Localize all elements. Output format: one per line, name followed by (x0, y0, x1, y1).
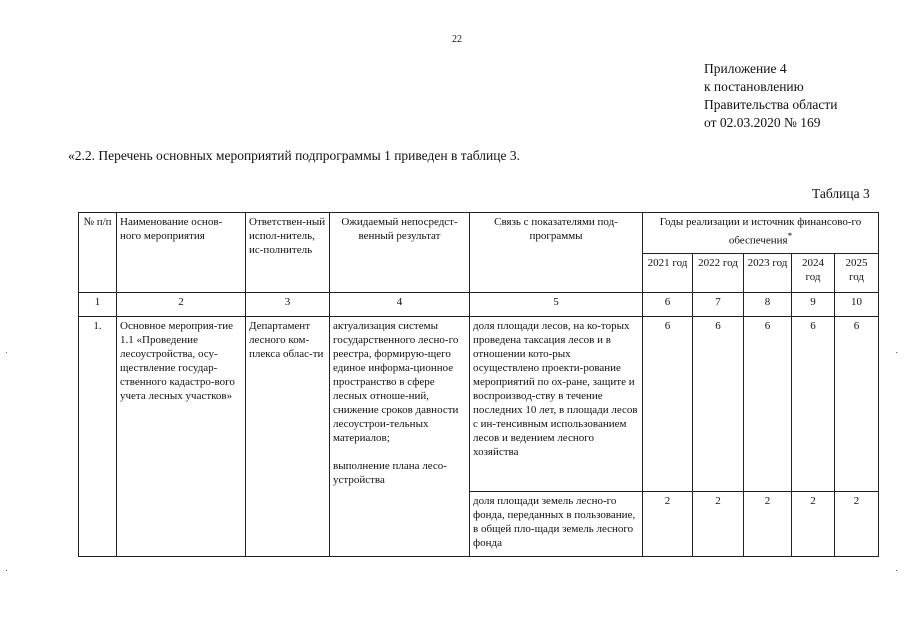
column-number: 7 (693, 293, 744, 317)
header-year: 2025 год (835, 254, 879, 293)
header-num: № п/п (79, 213, 117, 293)
column-number: 9 (792, 293, 835, 317)
indicator-value: 6 (643, 317, 693, 492)
row-result (330, 317, 470, 557)
column-number: 6 (643, 293, 693, 317)
header-years-group (643, 213, 879, 254)
scan-speck (896, 352, 897, 353)
table-label: Таблица 3 (812, 186, 870, 201)
column-number: 1 (79, 293, 117, 317)
appendix-line: от 02.03.2020 № 169 (704, 115, 821, 130)
indicator-value: 6 (744, 317, 792, 492)
table-row (79, 317, 879, 492)
indicator-value: 6 (835, 317, 879, 492)
column-number: 5 (470, 293, 643, 317)
appendix-line: к постановлению (704, 79, 804, 94)
column-number: 3 (246, 293, 330, 317)
scan-speck (896, 570, 897, 571)
appendix-line: Правительства области (704, 97, 838, 112)
header-year: 2024 год (792, 254, 835, 293)
header-year: 2021 год (643, 254, 693, 293)
indicator-value: 2 (835, 492, 879, 557)
row-result-1: актуализация системы государственного лесно-го реестра, формирую-щего единое информа-ционное пространство в сфере лесных отноше-ний, снижение сроков давности лесоустрои-тельных материалов; (333, 320, 459, 444)
indicator-value: 2 (744, 492, 792, 557)
header-link: Связь с показателями под-программы (470, 213, 643, 293)
column-number: 10 (835, 293, 879, 317)
intro-text: «2.2. Перечень основных мероприятий подпрограммы 1 приведен в таблице 3. (68, 148, 520, 163)
indicator-text: доля площади земель лесно-го фонда, переданных в пользование, в общей пло-щади земель лесного фонда (470, 492, 643, 557)
indicator-value: 2 (792, 492, 835, 557)
appendix-block (704, 60, 837, 132)
scan-speck (6, 352, 7, 353)
footnote-mark: * (787, 231, 793, 241)
header-responsible: Ответствен-ный испол-нитель, ис-полнитель (246, 213, 330, 293)
column-number: 8 (744, 293, 792, 317)
header-year: 2022 год (693, 254, 744, 293)
indicator-value: 2 (693, 492, 744, 557)
row-name: Основное мероприя-тие 1.1 «Проведение лесоустройства, осу-ществление государ-ственного кадастро-вого учета лесных участков» (117, 317, 246, 557)
row-responsible: Департамент лесного ком-плекса облас-ти (246, 317, 330, 557)
header-year: 2023 год (744, 254, 792, 293)
indicator-value: 6 (792, 317, 835, 492)
header-years-group-text: Годы реализации и источник финансово-го обеспечения (659, 216, 862, 247)
appendix-line: Приложение 4 (704, 61, 787, 76)
measures-table (78, 212, 879, 557)
scan-speck (6, 570, 7, 571)
column-number-row (79, 293, 879, 317)
indicator-text: доля площади лесов, на ко-торых проведена таксация лесов и в отношении кото-рых осуществлено проекти-рование мероприятий по ох-ране, защите и воспроизвод-ству в течение последних 10 лет, в площади лесов с ин-тенсивным использованием лесов и ведением лесного хозяйства (470, 317, 643, 492)
column-number: 4 (330, 293, 470, 317)
indicator-value: 2 (643, 492, 693, 557)
row-result-2: выполнение плана лесо-устройства (333, 460, 447, 486)
page-number: 22 (452, 34, 462, 45)
row-num: 1. (79, 317, 117, 557)
column-number: 2 (117, 293, 246, 317)
indicator-value: 6 (693, 317, 744, 492)
header-name: Наименование основ-ного мероприятия (117, 213, 246, 293)
header-result: Ожидаемый непосредст-венный результат (330, 213, 470, 293)
